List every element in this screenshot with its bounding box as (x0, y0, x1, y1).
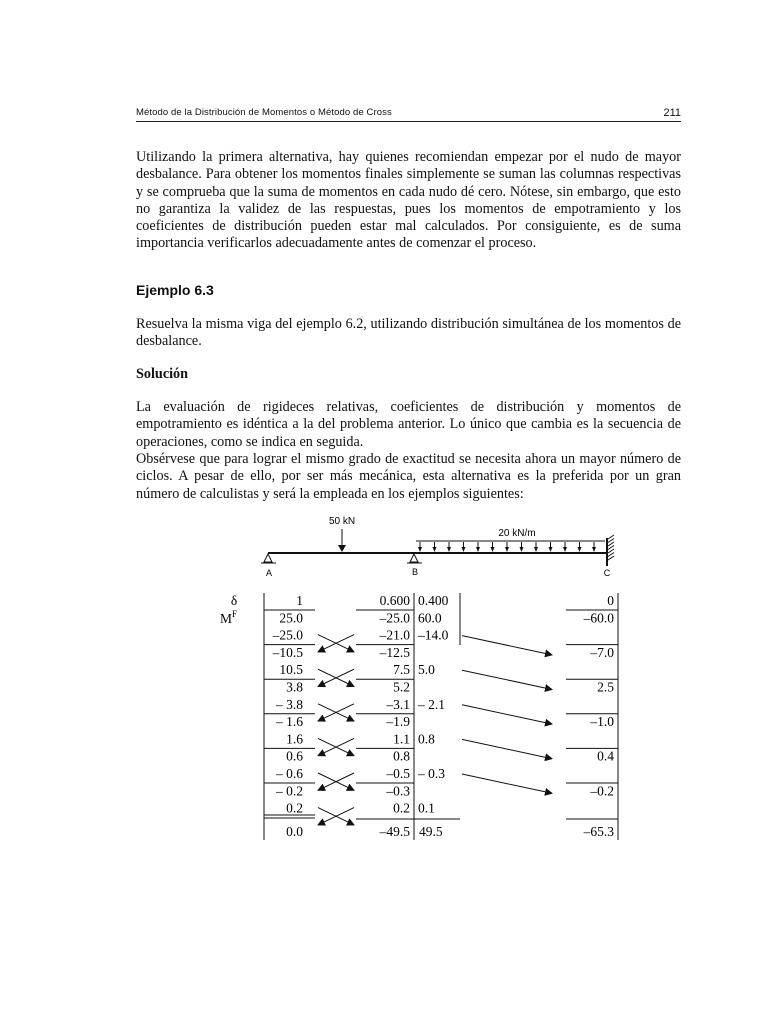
cell-b-left-4: 7.5 (393, 662, 410, 678)
cell-b-left-7: –1.9 (386, 714, 410, 730)
cell-c-5: 2.5 (597, 679, 614, 695)
distributed-load-arrows (418, 542, 596, 552)
cell-a-10: – 0.6 (276, 766, 303, 781)
table-cells (272, 593, 615, 839)
cell-b-right-2: –14.0 (418, 627, 449, 643)
fixed-support-hatch (608, 535, 614, 560)
cell-c-1: –60.0 (583, 610, 614, 626)
row-label-delta: δ (230, 593, 238, 608)
carryover-cross-arrows (318, 635, 354, 825)
cell-b-left-5: 5.2 (393, 679, 410, 695)
paragraph-intro: Utilizando la primera alternativa, hay quienes recomiendan empezar por el nudo de mayor desbalance. Para obtener los momentos finales simplemente se suman las columnas respectivas y se comprueba que la suma de momentos en cada nudo dé cero. Nótese, sin embargo, que esto no garantiza la validez de las respuestas, pues los momentos de empotramiento y los coeficientes de distribución pueden estar mal calculados. Por consiguiente, es de suma importancia verificarlos adecuadamente antes de comenzar el proceso. (136, 149, 681, 252)
cell-c-11: –0.2 (590, 783, 614, 799)
distributed-load-label: 20 kN/m (498, 528, 536, 539)
support-b-symbol (410, 554, 418, 562)
solution-heading: Solución (136, 366, 189, 382)
cell-a-11: – 0.2 (276, 783, 303, 799)
cell-c-0: 0 (607, 593, 614, 608)
cell-c-13: –65.3 (583, 824, 614, 839)
row-label-mf-sup: F (232, 609, 238, 619)
cell-b-right-12: 0.1 (418, 800, 435, 816)
support-label-b: B (411, 567, 419, 577)
cell-b-right-0: 0.400 (418, 593, 449, 608)
distribution-table (220, 593, 618, 840)
cell-c-7: –1.0 (590, 714, 614, 730)
cell-b-left-1: –25.0 (379, 610, 410, 626)
cell-b-right-10: – 0.3 (418, 766, 445, 781)
row-label-mf-base: M (220, 611, 233, 626)
cell-b-left-11: –0.3 (386, 783, 410, 799)
header-title: Método de la Distribución de Momentos o Método de Cross (136, 107, 392, 118)
cell-b-left-3: –12.5 (379, 644, 410, 660)
support-label-a: A (265, 568, 273, 578)
cell-a-2: –25.0 (272, 627, 303, 643)
cell-b-right-1: 60.0 (418, 610, 442, 626)
page-number: 211 (663, 107, 681, 119)
cell-b-left-2: –21.0 (379, 627, 410, 643)
paragraph-solution: La evaluación de rigideces relativas, coeficientes de distribución y momentos de empotramiento es idéntica a la del problema anterior. Lo único que cambia es la secuencia de operaciones, como se indica en seguida. (136, 399, 681, 450)
support-label-c: C (603, 568, 611, 578)
cell-b-right-4: 5.0 (418, 662, 435, 678)
cell-b-left-0: 0.600 (379, 593, 410, 608)
cell-a-9: 0.6 (286, 748, 303, 764)
cell-a-5: 3.8 (286, 679, 303, 695)
cell-a-3: –10.5 (272, 644, 303, 660)
cell-b-right-13: 49.5 (419, 824, 443, 839)
paragraph-problem: Resuelva la misma viga del ejemplo 6.2, utilizando distribución simultánea de los momentos de desbalance. (136, 316, 681, 350)
cell-b-left-12: 0.2 (393, 800, 410, 816)
cell-a-8: 1.6 (286, 731, 303, 747)
cell-c-3: –7.0 (590, 644, 614, 660)
cell-a-13: 0.0 (286, 824, 303, 839)
cell-a-4: 10.5 (279, 662, 303, 678)
cell-b-left-8: 1.1 (393, 731, 410, 747)
cell-a-6: – 3.8 (276, 696, 303, 712)
cell-a-7: – 1.6 (276, 714, 303, 730)
cell-b-left-6: –3.1 (386, 696, 410, 712)
paragraph-note: Obsérvese que para lograr el mismo grado de exactitud se necesita ahora un mayor número de ciclos. A pesar de ello, por ser más mecánica, esta alternativa es la preferida por un gran número de calculistas y será la empleada en los ejemplos siguientes: (136, 451, 681, 502)
cell-b-left-9: 0.8 (393, 748, 410, 764)
beam-diagram (261, 516, 614, 578)
cell-a-1: 25.0 (279, 610, 303, 626)
cell-a-0: 1 (296, 593, 303, 608)
point-load-label: 50 kN (328, 516, 356, 527)
cell-b-left-13: –49.5 (379, 824, 410, 839)
support-a-symbol (264, 554, 272, 562)
cell-c-9: 0.4 (597, 748, 614, 764)
cell-b-left-10: –0.5 (386, 766, 410, 781)
carryover-arrows-to-c (462, 636, 552, 794)
cell-b-right-8: 0.8 (418, 731, 435, 747)
row-label-mf (220, 609, 237, 626)
example-heading: Ejemplo 6.3 (136, 282, 214, 298)
cell-a-12: 0.2 (286, 800, 303, 816)
cell-b-right-6: – 2.1 (418, 696, 445, 712)
